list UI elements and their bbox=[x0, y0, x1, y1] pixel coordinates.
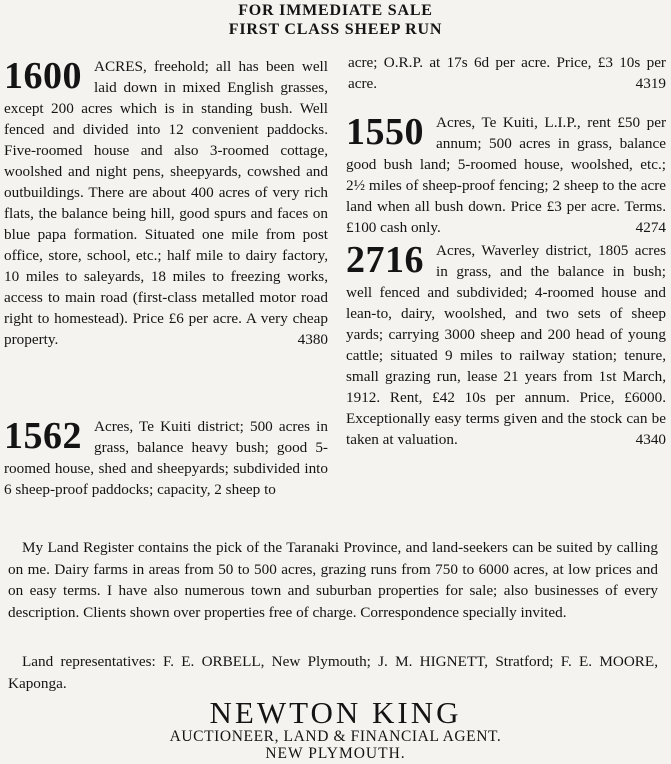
listing-reference-number: 4274 bbox=[635, 219, 666, 236]
land-register-paragraph: My Land Register contains the pick of the Taranaki Province, and land-seekers can be suited by calling on me. Dairy farms in areas from 50 to 500 acres, grazing runs from 750 to 6000 acres, at low prices and on easy terms. I have also numerous town and suburban properties for sale; also businesses of every description. Clients shown over properties free of charge. Correspondence specially invited. bbox=[8, 539, 658, 621]
listing-1550-acres bbox=[346, 112, 666, 238]
firm-town: NEW PLYMOUTH. bbox=[265, 745, 406, 762]
listing-reference-number: 4319 bbox=[635, 75, 666, 92]
listing-2716-acres bbox=[346, 240, 666, 450]
headline-line-2: FIRST CLASS SHEEP RUN bbox=[228, 21, 443, 38]
headline-line-1: FOR IMMEDIATE SALE bbox=[238, 2, 433, 19]
listing-1562-acres bbox=[4, 416, 328, 500]
listing-1600-acres bbox=[4, 56, 328, 350]
listing-reference-number: 4340 bbox=[635, 431, 666, 448]
firm-name: NEWTON KING bbox=[209, 695, 462, 730]
listing-acreage: 2716 bbox=[346, 239, 424, 281]
listing-acreage: 1562 bbox=[4, 415, 82, 457]
listing-description-continued: acre; O.R.P. at 17s 6d per acre. Price, £3 10s per acre. bbox=[348, 54, 666, 92]
listing-description: Acres, Waverley district, 1805 acres in grass, and the balance in bush; well fenced and subdivided; 4-roomed house and lean-to, dairy, woolshed, and two sets of sheep yards; carrying 3000 sheep and 200 head of young cattle; situated 9 miles to railway station; tenure, small grazing run, lease 21 years from 1st March, 1912. Rent, £42 10s per annum. Price, £6000. Exceptionally easy terms given and the stock can be taken at valuation. bbox=[346, 242, 666, 448]
listing-description: Acres, Te Kuiti district; 500 acres in grass, balance heavy bush; good 5-roomed house, shed and sheepyards; subdivided into 6 sheep-proof paddocks; capacity, 2 sheep to bbox=[4, 418, 328, 498]
listing-acreage: 1600 bbox=[4, 55, 82, 97]
listing-description: ACRES, freehold; all has been well laid down in mixed English grasses, except 200 acres which is in standing bush. Well fenced and divided into 12 convenient paddocks. Five-roomed house and also 3-roomed cottage, woolshed and night pens, sheepyards, cowshed and outbuildings. There are about 400 acres of very rich flats, the balance being hill, good spurs and faces on blue papa formation. Situated one mile from post office, store, school, etc.; half mile to dairy factory, 10 miles to saleyards, 18 miles to freezing works, access to main road (first-class metalled motor road right to homestead). Price £6 per acre. A very cheap property. bbox=[4, 58, 328, 348]
listing-acreage: 1550 bbox=[346, 111, 424, 153]
firm-role: AUCTIONEER, LAND & FINANCIAL AGENT. bbox=[169, 728, 502, 745]
listing-description: Acres, Te Kuiti, L.I.P., rent £50 per annum; 500 acres in grass, balance good bush land; 5-roomed house, woolshed, etc.; 2½ miles of sheep-proof fencing; 2 sheep to the acre land when all bush down. Price £3 per acre. Terms. £100 cash only. bbox=[346, 114, 666, 236]
listing-reference-number: 4380 bbox=[297, 331, 328, 348]
land-representatives: Land representatives: F. E. ORBELL, New Plymouth; J. M. HIGNETT, Stratford; F. E. MOORE, Kaponga. bbox=[8, 653, 658, 692]
listing-1562-continued bbox=[348, 52, 666, 94]
